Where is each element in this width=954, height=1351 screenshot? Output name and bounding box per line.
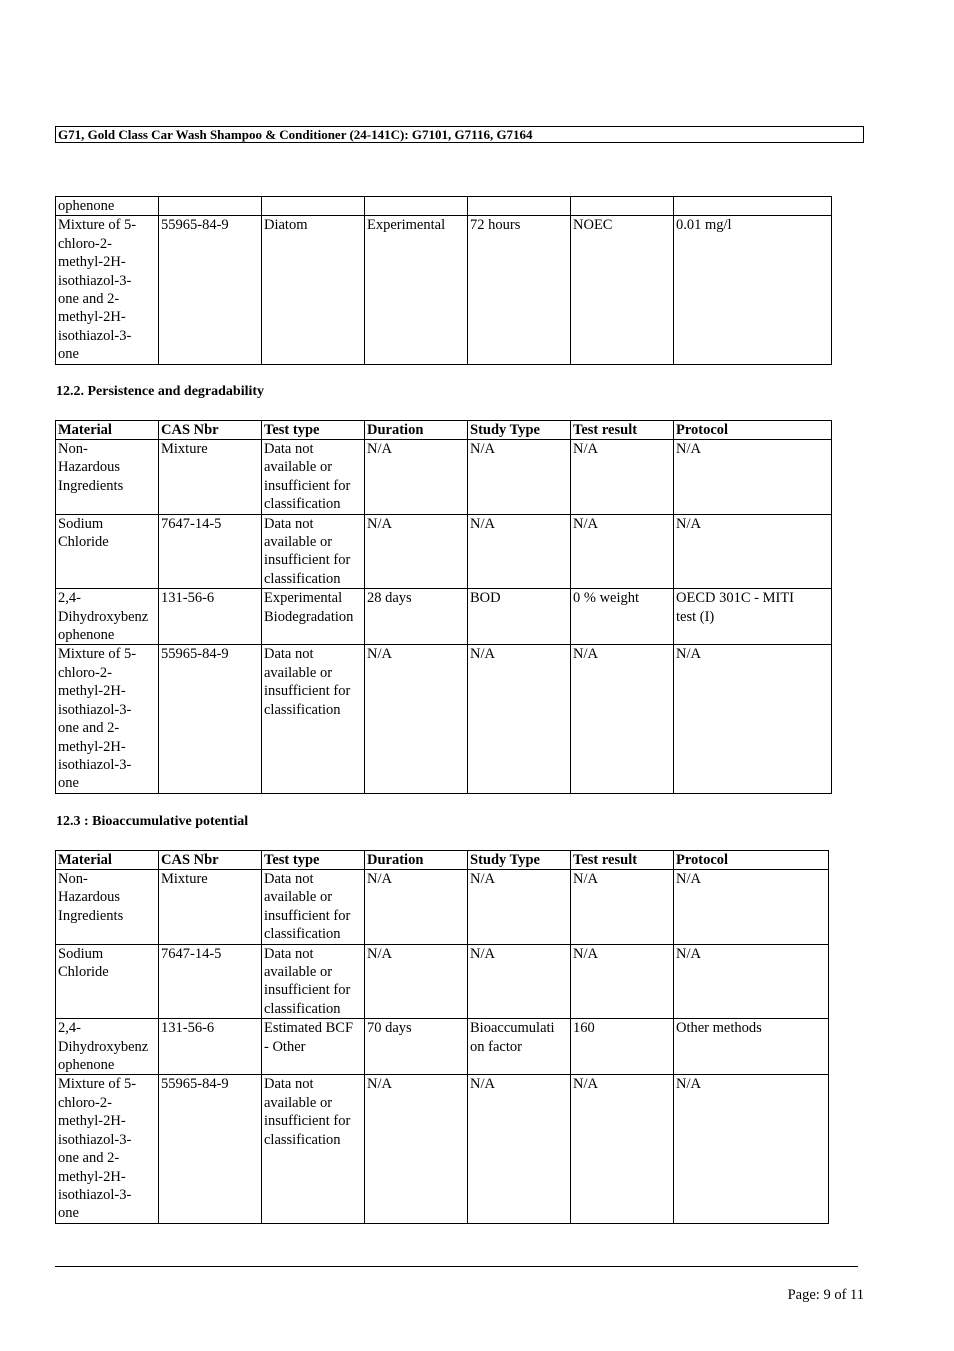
table-cell: ophenone <box>56 197 159 216</box>
column-header: CAS Nbr <box>159 421 262 440</box>
table-cell: N/A <box>365 870 468 945</box>
table-cell: N/A <box>571 514 674 589</box>
table-cell: Data not available or insufficient for classification <box>262 1075 365 1223</box>
column-header: Protocol <box>674 421 832 440</box>
column-header: Test result <box>571 851 674 870</box>
table-cell: N/A <box>571 944 674 1019</box>
table-cell: Sodium Chloride <box>56 514 159 589</box>
column-header: Duration <box>365 851 468 870</box>
table-row <box>56 514 832 589</box>
table-cell: 131-56-6 <box>159 589 262 645</box>
table-cell: Non- Hazardous Ingredients <box>56 870 159 945</box>
page-number: Page: 9 of 11 <box>787 1287 864 1303</box>
column-header: CAS Nbr <box>159 851 262 870</box>
table-cell: 28 days <box>365 589 468 645</box>
column-header: Test type <box>262 851 365 870</box>
table-cell: OECD 301C - MITI test (I) <box>674 589 832 645</box>
section-title-bioaccumulative: 12.3 : Bioaccumulative potential <box>56 814 249 829</box>
table-cell: Other methods <box>674 1019 829 1075</box>
table-cell: N/A <box>674 645 832 793</box>
table-cell: N/A <box>571 870 674 945</box>
table-cell: Bioaccumulati on factor <box>468 1019 571 1075</box>
table-row <box>56 1075 829 1223</box>
table-cell: 160 <box>571 1019 674 1075</box>
table-cell: 0 % weight <box>571 589 674 645</box>
table-cell: N/A <box>365 645 468 793</box>
table-cell: Estimated BCF - Other <box>262 1019 365 1075</box>
table-cell: Mixture of 5- chloro-2- methyl-2H- isothiazol-3- one and 2- methyl-2H- isothiazol-3- one <box>56 645 159 793</box>
table-cell: Data not available or insufficient for classification <box>262 870 365 945</box>
table-cell: 55965-84-9 <box>159 645 262 793</box>
bioaccumulative-table <box>55 850 829 1224</box>
column-header: Material <box>56 421 159 440</box>
table-header-row <box>56 421 832 440</box>
table-cell: Data not available or insufficient for classification <box>262 514 365 589</box>
table-row <box>56 197 832 216</box>
table-cell: 131-56-6 <box>159 1019 262 1075</box>
table-cell: N/A <box>674 440 832 515</box>
table-row <box>56 440 832 515</box>
table-cell: NOEC <box>571 216 674 364</box>
table-row <box>56 1019 829 1075</box>
table-cell <box>262 197 365 216</box>
table-cell <box>365 197 468 216</box>
table-cell: 2,4- Dihydroxybenz ophenone <box>56 589 159 645</box>
table-row <box>56 216 832 364</box>
table-cell: N/A <box>468 944 571 1019</box>
table-cell: Mixture of 5- chloro-2- methyl-2H- isothiazol-3- one and 2- methyl-2H- isothiazol-3- one <box>56 1075 159 1223</box>
table-cell: N/A <box>468 1075 571 1223</box>
table-cell: Data not available or insufficient for classification <box>262 440 365 515</box>
section-title-persistence: 12.2. Persistence and degradability <box>56 384 265 399</box>
table-cell: Mixture <box>159 870 262 945</box>
table-header-row <box>56 851 829 870</box>
table-cell: Experimental Biodegradation <box>262 589 365 645</box>
document-header: G71, Gold Class Car Wash Shampoo & Conditioner (24-141C): G7101, G7116, G7164 <box>55 126 864 143</box>
table-cell: N/A <box>674 1075 829 1223</box>
table-cell: 72 hours <box>468 216 571 364</box>
table-cell: Mixture <box>159 440 262 515</box>
table-cell: Data not available or insufficient for classification <box>262 944 365 1019</box>
table-cell: Experimental <box>365 216 468 364</box>
column-header: Duration <box>365 421 468 440</box>
table-cell: N/A <box>365 1075 468 1223</box>
column-header: Study Type <box>468 421 571 440</box>
table-cell: 2,4- Dihydroxybenz ophenone <box>56 1019 159 1075</box>
column-header: Test result <box>571 421 674 440</box>
column-header: Protocol <box>674 851 829 870</box>
table-row <box>56 944 829 1019</box>
table-cell <box>468 197 571 216</box>
table-cell: N/A <box>365 440 468 515</box>
table-cell: Mixture of 5- chloro-2- methyl-2H- isothiazol-3- one and 2- methyl-2H- isothiazol-3- one <box>56 216 159 364</box>
table-cell: N/A <box>674 870 829 945</box>
table-cell: Diatom <box>262 216 365 364</box>
table-cell: BOD <box>468 589 571 645</box>
table-cell <box>159 197 262 216</box>
table-cell: 0.01 mg/l <box>674 216 832 364</box>
toxicity-table-continued <box>55 196 832 365</box>
table-row <box>56 589 832 645</box>
table-cell: N/A <box>365 514 468 589</box>
table-cell: Sodium Chloride <box>56 944 159 1019</box>
table-cell: 7647-14-5 <box>159 514 262 589</box>
table-cell: N/A <box>468 514 571 589</box>
footer-divider <box>55 1266 858 1267</box>
table-cell: N/A <box>468 440 571 515</box>
table-cell: N/A <box>468 870 571 945</box>
table-cell: N/A <box>571 645 674 793</box>
persistence-table <box>55 420 832 794</box>
table-row <box>56 870 829 945</box>
table-cell: Non- Hazardous Ingredients <box>56 440 159 515</box>
table-row <box>56 645 832 793</box>
table-cell: N/A <box>468 645 571 793</box>
table-cell: 55965-84-9 <box>159 216 262 364</box>
table-cell <box>571 197 674 216</box>
column-header: Test type <box>262 421 365 440</box>
column-header: Study Type <box>468 851 571 870</box>
table-cell: N/A <box>674 514 832 589</box>
table-cell <box>674 197 832 216</box>
table-cell: N/A <box>674 944 829 1019</box>
table-cell: N/A <box>571 1075 674 1223</box>
table-cell: 70 days <box>365 1019 468 1075</box>
table-cell: 55965-84-9 <box>159 1075 262 1223</box>
column-header: Material <box>56 851 159 870</box>
table-cell: N/A <box>365 944 468 1019</box>
table-cell: Data not available or insufficient for classification <box>262 645 365 793</box>
table-cell: 7647-14-5 <box>159 944 262 1019</box>
table-cell: N/A <box>571 440 674 515</box>
